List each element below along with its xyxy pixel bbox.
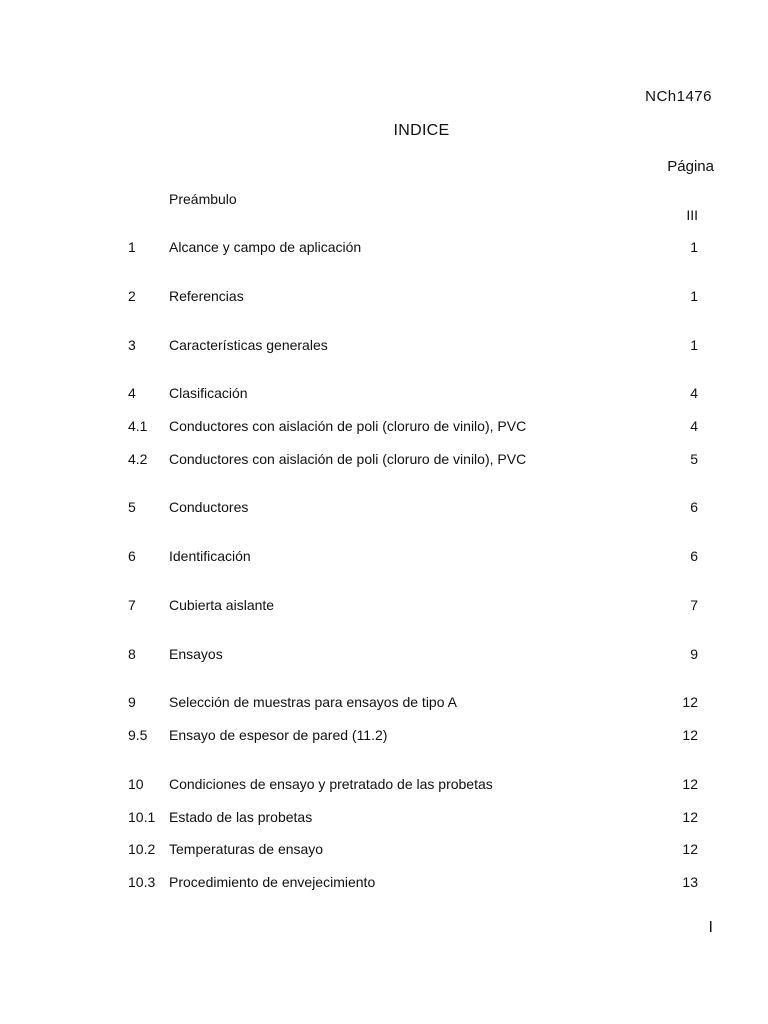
preamble-page-number: III: [686, 207, 698, 223]
toc-entry: [0, 644, 768, 664]
toc-entry-number: 10.3: [128, 874, 156, 890]
toc-entry-number: 4.2: [128, 451, 148, 467]
toc-entry-number: 2: [128, 288, 136, 304]
toc-entry-title: Cubierta aislante: [169, 597, 275, 613]
toc-entry: [0, 546, 768, 566]
toc-entry: [0, 595, 768, 615]
footer-page-number: I: [708, 919, 713, 936]
toc-entry: [0, 416, 768, 436]
toc-entry-title: Alcance y campo de aplicación: [169, 239, 362, 255]
toc-entry-title: Características generales: [169, 337, 328, 353]
toc-entry-number: 6: [128, 548, 136, 564]
toc-entry: [0, 725, 768, 745]
document-code: NCh1476: [645, 88, 712, 105]
toc-entry-number: 9.5: [128, 727, 148, 743]
toc-entry-number: 8: [128, 646, 136, 662]
toc-entry-page: 12: [682, 727, 698, 743]
toc-entry-title: Condiciones de ensayo y pretratado de las probetas: [169, 776, 493, 792]
toc-entry-number: 4.1: [128, 418, 148, 434]
toc-entry-page: 12: [682, 776, 698, 792]
toc-entry: [0, 774, 768, 794]
toc-entry-page: 1: [690, 239, 698, 255]
toc-entry-title: Conductores con aislación de poli (cloruro de vinilo), PVC: [169, 418, 527, 434]
toc-entry: [0, 807, 768, 827]
toc-entry: [0, 872, 768, 892]
toc-entry: [0, 692, 768, 712]
toc-entry-title: Ensayo de espesor de pared (11.2): [169, 727, 388, 743]
toc-entry-number: 3: [128, 337, 136, 353]
toc-entry-page: 12: [682, 809, 698, 825]
toc-entry-number: 1: [128, 239, 136, 255]
toc-entry-number: 10.1: [128, 809, 156, 825]
toc-entry: [0, 839, 768, 859]
toc-entry-page: 6: [690, 499, 698, 515]
toc-entry-title: Procedimiento de envejecimiento: [169, 874, 376, 890]
toc-entry-title: Selección de muestras para ensayos de tipo A: [169, 694, 457, 710]
toc-entry-page: 4: [690, 385, 698, 401]
toc-entry: [0, 335, 768, 355]
toc-entry-page: 4: [690, 418, 698, 434]
toc-entry-number: 7: [128, 597, 136, 613]
toc-entry-number: 9: [128, 694, 136, 710]
toc-entry-title: Estado de las probetas: [169, 809, 313, 825]
toc-entry-number: 5: [128, 499, 136, 515]
toc-entry-page: 1: [690, 288, 698, 304]
preamble-title: Preámbulo: [169, 191, 237, 207]
toc-entry-page: 1: [690, 337, 698, 353]
toc-entry-title: Ensayos: [169, 646, 223, 662]
toc-entry-page: 13: [682, 874, 698, 890]
toc-entry: [0, 237, 768, 257]
toc-entry-title: Identificación: [169, 548, 251, 564]
toc-entry-number: 10.2: [128, 841, 156, 857]
toc-entry: [0, 286, 768, 306]
toc-entry-page: 12: [682, 694, 698, 710]
toc-entry: [0, 449, 768, 469]
toc-entry-page: 7: [690, 597, 698, 613]
toc-entry-title: Referencias: [169, 288, 244, 304]
toc-entry-title: Conductores: [169, 499, 249, 515]
toc-entry: [0, 383, 768, 403]
toc-entry-title: Clasificación: [169, 385, 248, 401]
toc-entry: [0, 497, 768, 517]
toc-entry-page: 12: [682, 841, 698, 857]
toc-entry-number: 4: [128, 385, 136, 401]
page-column-header: Página: [667, 158, 714, 175]
toc-entry-title: Temperaturas de ensayo: [169, 841, 324, 857]
toc-entry-page: 9: [690, 646, 698, 662]
toc-entry-page: 5: [690, 451, 698, 467]
toc-entry-title: Conductores con aislación de poli (cloruro de vinilo), PVC: [169, 451, 527, 467]
toc-entry-number: 10: [128, 776, 144, 792]
toc-entry-page: 6: [690, 548, 698, 564]
page-title: INDICE: [393, 122, 450, 139]
